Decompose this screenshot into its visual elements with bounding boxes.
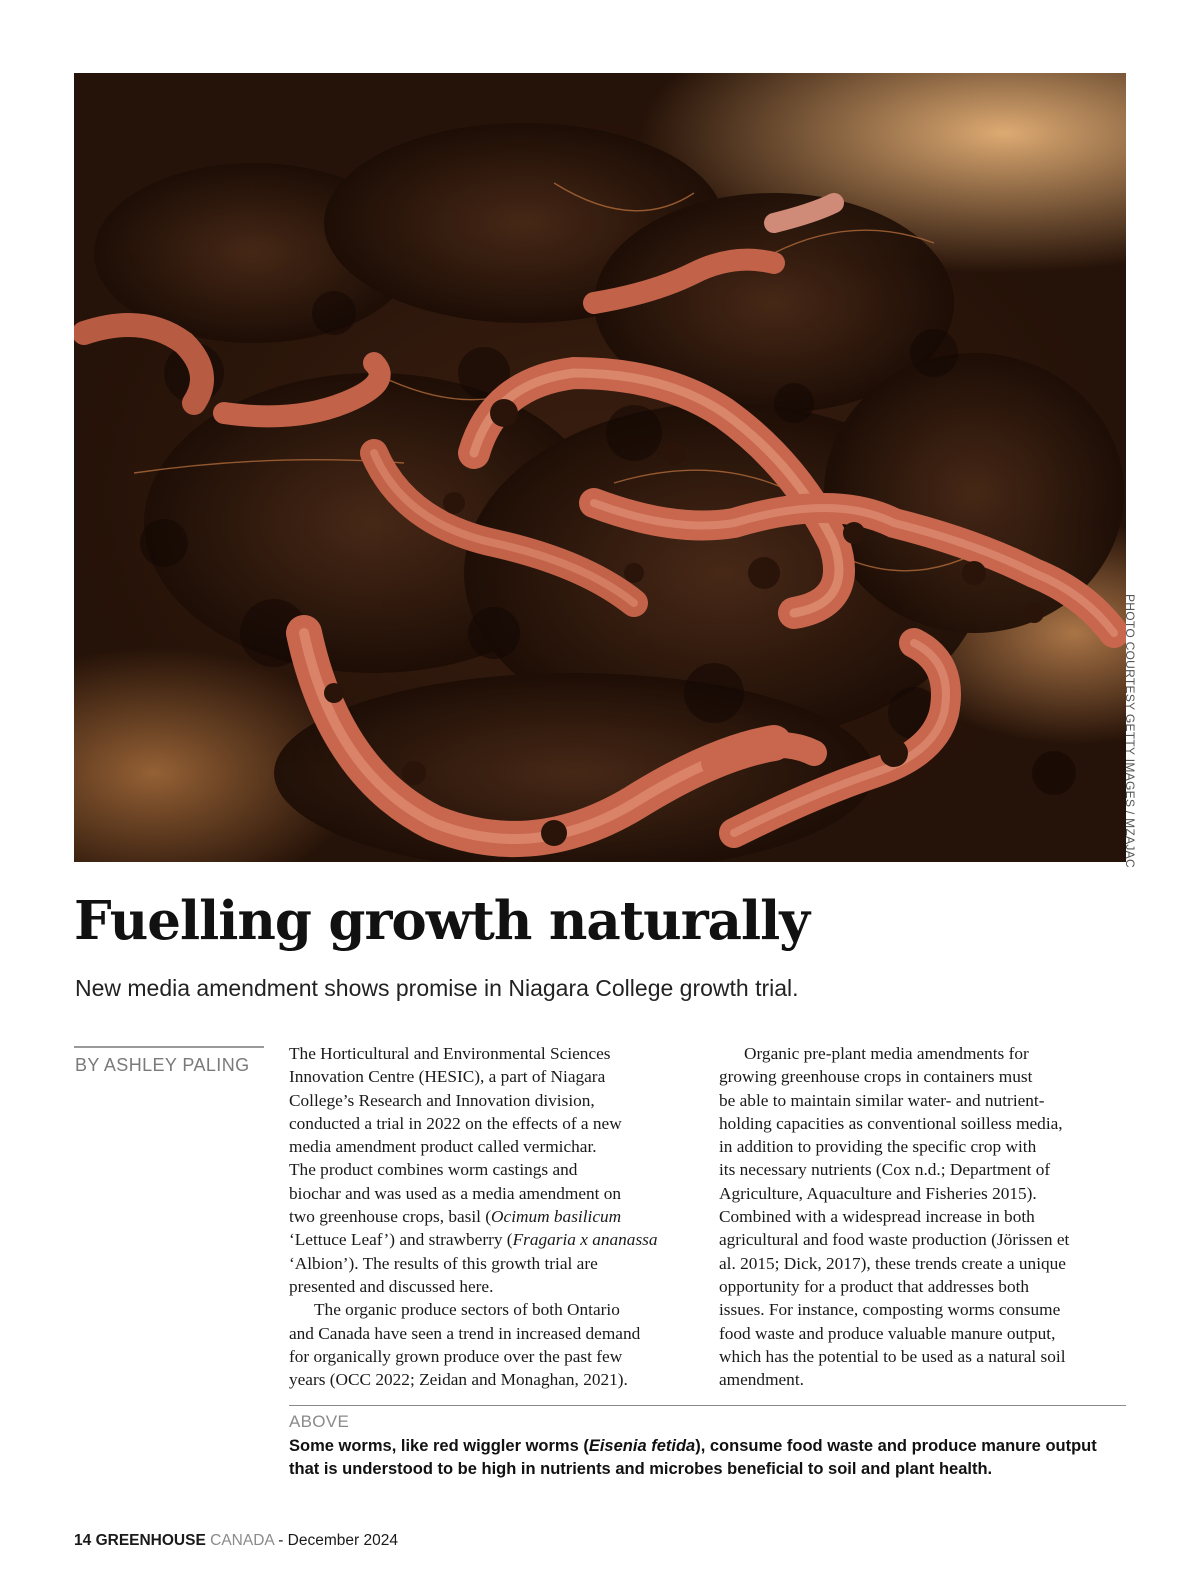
text-run: two greenhouse crops, basil ( — [289, 1207, 492, 1227]
text-line — [289, 1205, 709, 1228]
byline-divider — [74, 1046, 264, 1048]
text-line: opportunity for a product that addresses both — [719, 1276, 1030, 1296]
byline: BY ASHLEY PALING — [75, 1055, 250, 1075]
text-run: Some worms, like red wiggler worms ( — [289, 1437, 589, 1455]
body-column-1 — [289, 1042, 709, 1391]
text-line: al. 2015; Dick, 2017), these trends create a unique — [719, 1253, 1066, 1273]
body-column-2 — [719, 1042, 1139, 1391]
text-line: The product combines worm castings and — [289, 1160, 578, 1180]
paragraph — [719, 1042, 1139, 1391]
text-line: holding capacities as conventional soilless media, — [719, 1113, 1063, 1133]
text-line: for organically grown produce over the past few — [289, 1346, 623, 1366]
text-line: food waste and produce valuable manure output, — [719, 1323, 1056, 1343]
text-line: issues. For instance, composting worms consume — [719, 1300, 1061, 1320]
text-line: The Horticultural and Environmental Sciences — [289, 1044, 611, 1063]
page-footer — [74, 1532, 398, 1550]
photo-caption — [289, 1435, 1126, 1481]
text-line — [289, 1228, 709, 1251]
text-line: its necessary nutrients (Cox n.d.; Department of — [719, 1160, 1051, 1180]
publication-name: GREENHOUSE — [95, 1532, 206, 1549]
paragraph — [289, 1042, 709, 1298]
text-line: years (OCC 2022; Zeidan and Monaghan, 2021). — [289, 1370, 628, 1390]
species-name: Eisenia fetida — [588, 1437, 696, 1455]
text-line: Combined with a widespread increase in both — [719, 1207, 1035, 1227]
page-number: 14 — [74, 1532, 92, 1549]
text-line: and Canada have seen a trend in increased demand — [289, 1323, 641, 1343]
issue-date: - December 2024 — [278, 1532, 398, 1549]
text-line: media amendment product called vermichar. — [289, 1137, 597, 1157]
text-line: ‘Albion’). The results of this growth trial are — [289, 1253, 598, 1273]
caption-divider — [289, 1405, 1126, 1406]
text-line: agricultural and food waste production (Jörissen et — [719, 1230, 1070, 1250]
paragraph — [289, 1298, 709, 1391]
worms-in-soil-image — [74, 73, 1126, 862]
text-line: be able to maintain similar water- and nutrient- — [719, 1090, 1045, 1110]
text-line: Innovation Centre (HESIC), a part of Niagara — [289, 1067, 606, 1087]
text-line: The organic produce sectors of both Ontario — [314, 1300, 620, 1320]
text-line: Agriculture, Aquaculture and Fisheries 2015). — [719, 1183, 1037, 1203]
text-line: growing greenhouse crops in containers must — [719, 1067, 1033, 1087]
text-line: College’s Research and Innovation division, — [289, 1090, 595, 1110]
text-line: amendment. — [719, 1370, 804, 1390]
article-title: Fuelling growth naturally — [74, 890, 810, 952]
text-run: ), consume food waste and produce manure output — [695, 1437, 1097, 1455]
photo-credit: PHOTO COURTESY GETTY IMAGES / MZAJAC — [1123, 594, 1137, 868]
text-line: which has the potential to be used as a natural soil — [719, 1346, 1066, 1366]
text-line: presented and discussed here. — [289, 1276, 494, 1296]
species-name: Ocimum basilicum — [491, 1207, 622, 1227]
text-run: ‘Lettuce Leaf’) and strawberry ( — [289, 1230, 513, 1250]
text-line: conducted a trial in 2022 on the effects of a new — [289, 1113, 622, 1133]
article-deck: New media amendment shows promise in Niagara College growth trial. — [75, 975, 799, 1001]
caption-label: ABOVE — [289, 1412, 350, 1431]
caption-line: that is understood to be high in nutrients and microbes beneficial to soil and plant health. — [289, 1460, 993, 1478]
caption-line — [289, 1435, 1126, 1458]
publication-name-suffix: CANADA — [210, 1532, 274, 1549]
species-name: Fragaria x ananassa — [512, 1230, 658, 1250]
text-line: Organic pre-plant media amendments for — [744, 1044, 1029, 1063]
text-line: in addition to providing the specific crop with — [719, 1137, 1037, 1157]
hero-photo — [74, 73, 1126, 862]
text-line: biochar and was used as a media amendment on — [289, 1183, 622, 1203]
